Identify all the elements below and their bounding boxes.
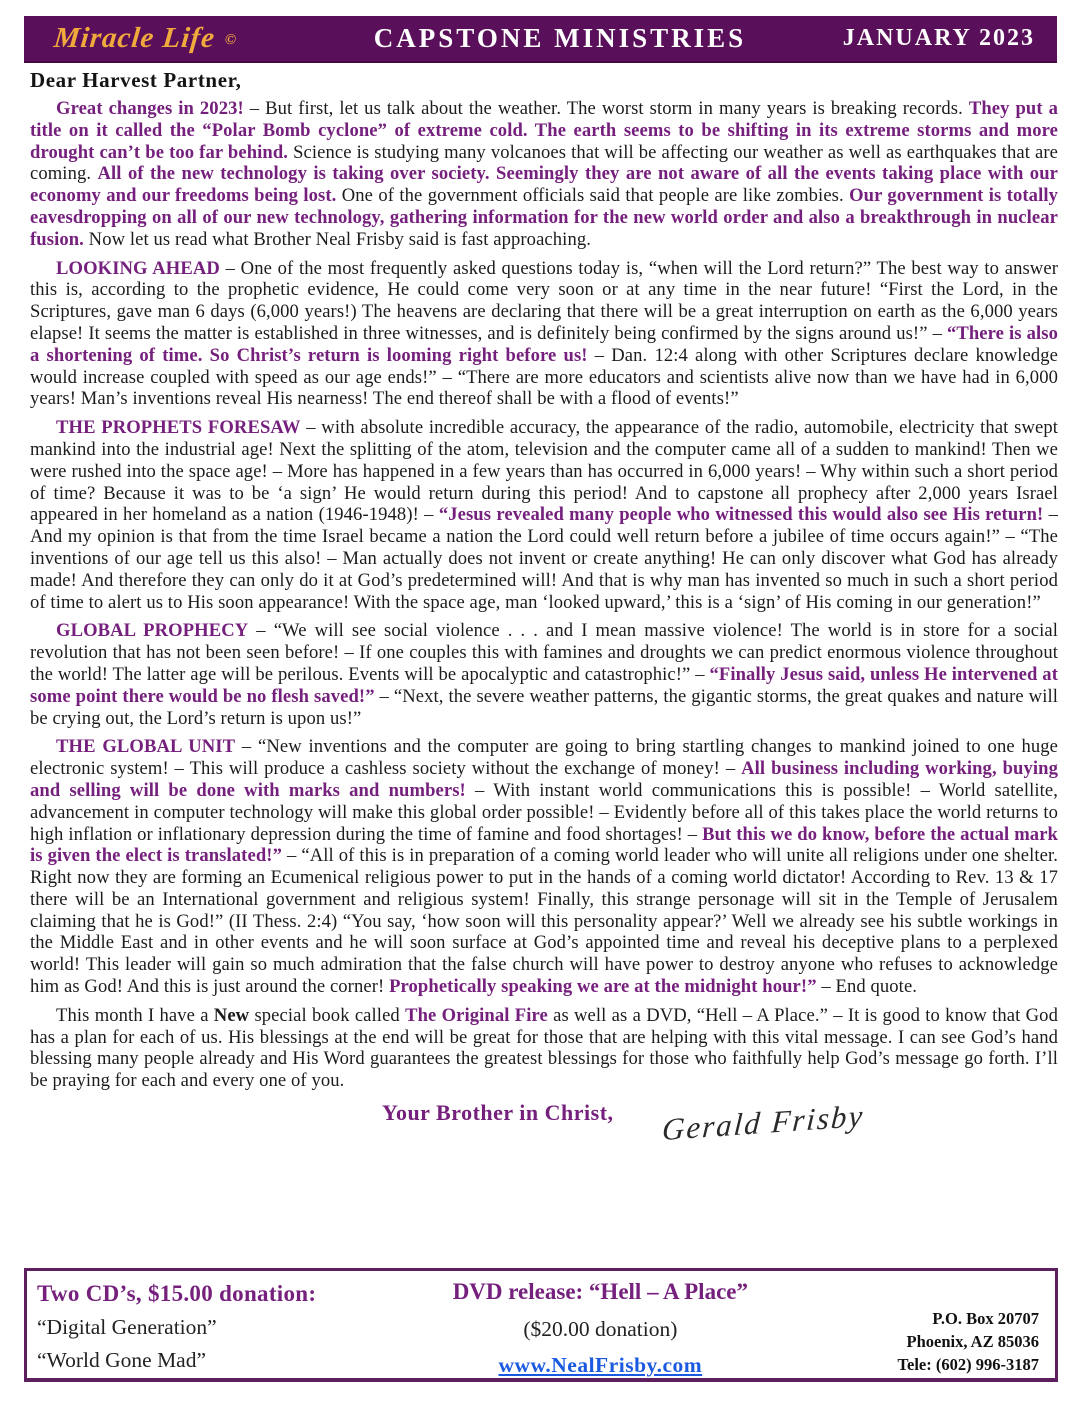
- issue-date: JANUARY 2023: [842, 25, 1035, 51]
- address-phone: Tele: (602) 996-3187: [897, 1354, 1039, 1374]
- body-text: This month I have a: [56, 1004, 214, 1026]
- emphasis-purple-text: “Jesus revealed many people who witnessed this would also see His return!: [438, 504, 1044, 526]
- emphasis-purple-text: Our government is totally eavesdropping on all of our new technology, gathering information for the new world order and also a breakthrough in nuclear fusion.: [30, 185, 1058, 250]
- emphasis-purple-text: THE GLOBAL UNIT: [56, 736, 236, 758]
- salutation: Dear Harvest Partner,: [30, 68, 242, 92]
- dvd-donation: ($20.00 donation): [523, 1317, 678, 1341]
- emphasis-purple-text: THE PROPHETS FORESAW: [56, 417, 301, 439]
- paragraph: [30, 258, 1058, 411]
- address-city: Phoenix, AZ 85036: [906, 1331, 1039, 1351]
- footer-address-column: [802, 1307, 1043, 1378]
- emphasis-purple-text: They put a title on it called the “Polar Bomb cyclone” of extreme cold. The earth seems to be shifting in its extreme storms and more drought can’t be too far behind.: [30, 98, 1059, 163]
- emphasis-purple-text: Great changes in 2023!: [56, 98, 244, 119]
- emphasis-purple-text: But this we do know, before the actual mark is given the elect is translated!”: [30, 823, 1059, 867]
- website-link[interactable]: www.NealFrisby.com: [498, 1353, 703, 1377]
- dvd-release-title: DVD release: “Hell – A Place”: [452, 1279, 748, 1304]
- cd-title-1: “Digital Generation”: [37, 1315, 217, 1339]
- paragraph: [30, 1005, 1058, 1092]
- body-text: – “Next, the severe weather patterns, the gigantic storms, the great quakes and nature will be crying out, the Lord’s return is upon us!”: [30, 685, 1058, 729]
- body-text: – But first, let us talk about the weather. The worst storm in many years is breaking records.: [243, 98, 969, 119]
- footer-cds-column: [37, 1279, 399, 1378]
- body-text: – “We will see social violence . . . and I mean massive violence! The world is in store for a social revolution that has not been seen before! – If one couples this with famines and droughts we can predict enormous violence throughout the world! The latter age will be perilous. Events will be apocalyptic and catastrophic!” –: [30, 620, 1058, 685]
- emphasis-purple-text: “There is also a shortening of time. So Christ’s return is looming right before us!: [30, 322, 1058, 366]
- emphasis-purple-text: Prophetically speaking we are at the midnight hour!”: [389, 976, 817, 998]
- signature: Gerald Frisby: [660, 1097, 866, 1148]
- letter-body: [30, 98, 1059, 1148]
- logo-text: Miracle Life: [52, 22, 217, 54]
- paragraph: [30, 417, 1058, 613]
- emphasis-purple-text: The Original Fire: [405, 1004, 548, 1026]
- body-text: – Dan. 12:4 along with other Scriptures declare knowledge would increase coupled with speed as our age ends!” – “There are more educators and scientists alive now than we have had in 6,000 years! Man’s inventions reveal His nearness! The end thereof shall be with a flood of events!”: [30, 344, 1058, 410]
- body-text: as well as a DVD, “Hell – A Place.” – It is good to know that God has a plan for each of us. His blessings at the end will be great for those that are helping with this vital message. I can see God’s hand blessing many people already and His Word guarantees the greatest blessings for those who faithfully help God’s message go forth. I’ll be praying for each and every one of you.: [30, 1004, 1058, 1092]
- emphasis-purple-text: All business including working, buying and selling will be done with marks and numbers!: [30, 758, 1058, 801]
- closing-label: Your Brother in Christ,: [382, 1100, 614, 1126]
- paragraph: [30, 736, 1058, 998]
- closing-row: [30, 1097, 1058, 1148]
- header-banner: [24, 16, 1057, 63]
- footer-box: [24, 1268, 1058, 1382]
- body-text: New: [213, 1004, 250, 1026]
- emphasis-purple-text: GLOBAL PROPHECY: [56, 620, 249, 642]
- paragraph: [30, 98, 1058, 251]
- body-text: special book called: [249, 1004, 406, 1026]
- body-text: – End quote.: [816, 976, 918, 998]
- paragraph: [30, 620, 1058, 729]
- cds-offer-title: Two CD’s, $15.00 donation:: [37, 1281, 317, 1306]
- emphasis-purple-text: All of the new technology is taking over society. Seemingly they are not aware of all the events taking place with our economy and our freedoms being lost.: [30, 163, 1058, 207]
- body-text: Now let us read what Brother Neal Frisby said is fast approaching.: [83, 228, 591, 250]
- address-po-box: P.O. Box 20707: [932, 1308, 1039, 1328]
- body-text: – With instant world communications this is possible! – World satellite, advancement in computer technology will make this global order possible! – Evidently before all of this takes place the world returns to high inflation or inflationary depression during the time of famine and food shortages! –: [30, 779, 1058, 845]
- body-text: One of the government officials said that people are like zombies.: [336, 185, 850, 207]
- body-text: – “New inventions and the computer are going to bring startling changes to mankind joined to one huge electronic system! – This will produce a cashless society without the exchange of money! –: [30, 736, 1059, 780]
- ministry-title: CAPSTONE MINISTRIES: [373, 23, 747, 53]
- body-text: Science is studying many volcanoes that will be affecting our weather as well as earthquakes that are coming.: [30, 141, 1058, 185]
- body-text: – And my opinion is that from the time Israel became a nation the Lord could well return before a jubilee of time occurs again!” – “The inventions of our age tell us this also! – Man actually does not invent or create anything! He can only discover what God has already made! And therefore they can only do it at God’s predetermined will! And that is why man has invented so much in such a short period of time to alert us to His soon appearance! With the space age, man ‘looked upward,’ this is a ‘sign’ of His coming in our generation!”: [30, 504, 1059, 613]
- copyright-symbol: ©: [224, 31, 238, 48]
- body-text: – “All of this is in preparation of a coming world leader who will unite all religions under one shelter. Right now they are forming an Ecumenical religious power to put in the hands of a coming world dictator! According to Rev. 13 & 17 there will be an International government and religious system! Finally, this strange personage will sit in the Temple of Jerusalem claiming that he is God!” (II Thess. 2:4) “You say, ‘how soon will this personality appear?’ Well we already see his subtle workings in the Middle East and in other events and he will soon surface at God’s appointed time and reveal his deceptive plans to a perplexed world! This leader will gain so much admiration that the false church will have power to destroy anyone who refuses to acknowledge him as God! And this is just around the corner!: [30, 845, 1058, 998]
- miracle-life-logo: [52, 22, 239, 55]
- body-text: – with absolute incredible accuracy, the appearance of the radio, automobile, electricity that swept mankind into the industrial age! Next the splitting of the atom, television and the computer came all of a sudden to mankind! Then we were rushed into the space age! – More has happened in a few years than has occurred in 6,000 years! – Why within such a short period of time? Because it was to be ‘a sign’ He would return during this period! And to capstone all prophecy after 2,000 years Israel appeared in her homeland as a nation (1946-1948)! –: [30, 417, 1058, 526]
- footer-dvd-column: [399, 1279, 801, 1378]
- cd-title-2: “World Gone Mad”: [37, 1348, 207, 1372]
- body-text: – One of the most frequently asked questions today is, “when will the Lord return?” The best way to answer this is, according to the prophetic evidence, He could come very soon or at any time in the near future! “First the Lord, in the Scriptures, gave man 6 days (6,000 years!) The heavens are declaring that there will be a great interruption on earth as the 6,000 years elapse! It seems the matter is established in three witnesses, and is definitely being confirmed by the signs around us!” –: [30, 257, 1058, 344]
- emphasis-purple-text: “Finally Jesus said, unless He intervened at some point there would be no flesh saved!”: [30, 663, 1058, 707]
- emphasis-purple-text: LOOKING AHEAD: [56, 257, 220, 279]
